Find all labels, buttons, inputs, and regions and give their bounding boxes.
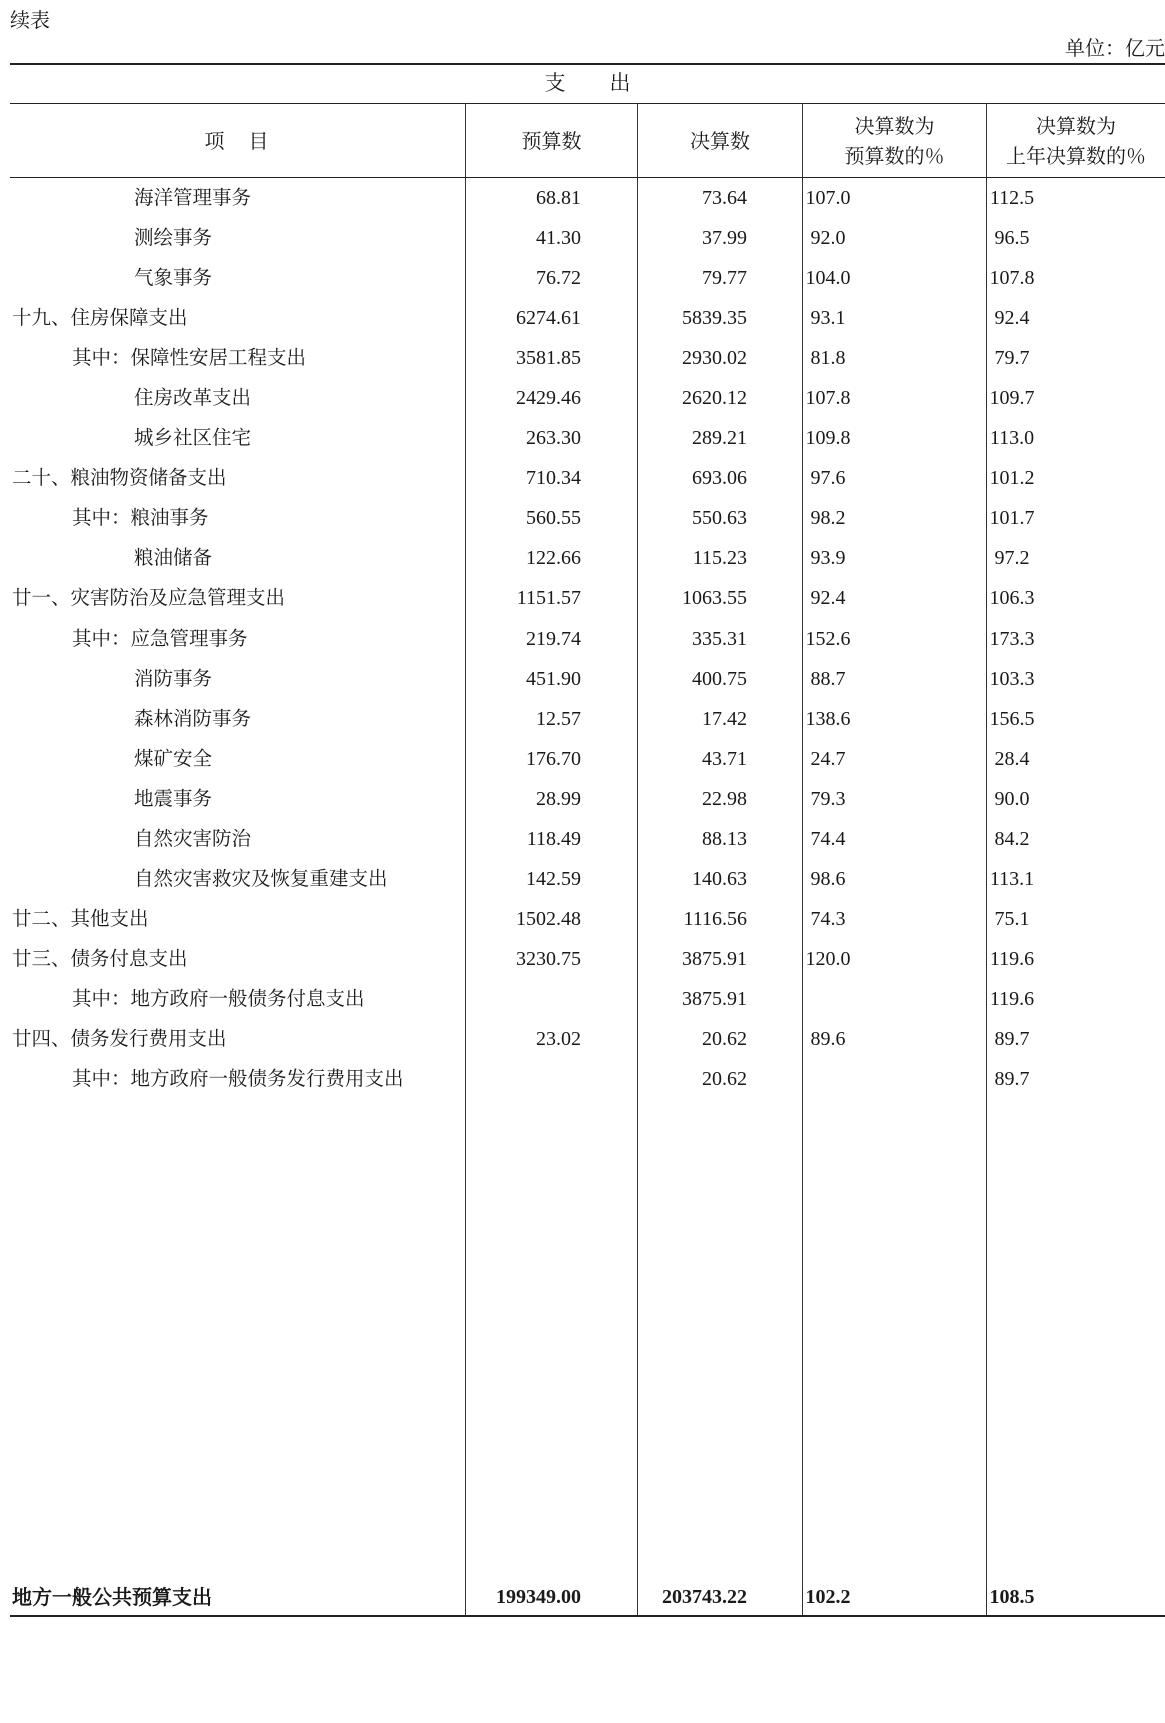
row-pct-budget: 109.8 xyxy=(805,427,851,450)
row-final: 17.42 xyxy=(702,707,747,730)
table-body xyxy=(10,178,1165,1099)
row-pct-budget: 98.2 xyxy=(810,507,846,530)
row-pct-budget: 24.7 xyxy=(810,747,846,770)
row-item: 测绘事务 xyxy=(134,226,213,250)
row-item: 海洋管理事务 xyxy=(134,186,252,209)
row-pct-prev: 106.3 xyxy=(989,587,1035,610)
row-pct-prev: 92.4 xyxy=(994,307,1030,330)
row-pct-prev: 109.7 xyxy=(989,387,1035,410)
total-budget: 199349.00 xyxy=(496,1586,581,1608)
row-budget: 76.72 xyxy=(536,267,581,290)
row-budget: 263.30 xyxy=(526,427,581,450)
total-row xyxy=(10,1578,1165,1616)
row-pct-budget: 74.4 xyxy=(810,827,846,850)
table-row xyxy=(10,178,1165,218)
row-pct-prev: 173.3 xyxy=(989,627,1035,650)
row-item: 其中：地方政府一般债务发行费用支出 xyxy=(72,1067,404,1091)
row-final: 88.13 xyxy=(702,827,747,850)
row-item: 自然灾害救灾及恢复重建支出 xyxy=(134,866,388,890)
col-head-pct-budget xyxy=(803,104,986,177)
row-pct-prev: 101.7 xyxy=(989,507,1035,530)
row-item: 廿三、债务付息支出 xyxy=(12,946,188,970)
table-row xyxy=(10,659,1165,699)
row-pct-prev: 96.5 xyxy=(994,227,1030,250)
row-item: 十九、住房保障支出 xyxy=(12,306,188,330)
row-pct-budget: 107.0 xyxy=(805,187,851,209)
row-pct-prev: 79.7 xyxy=(994,347,1030,370)
row-item: 地震事务 xyxy=(134,786,213,810)
row-pct-prev: 107.8 xyxy=(989,267,1035,290)
row-item: 其中：应急管理事务 xyxy=(72,626,248,650)
total-pct-budget: 102.2 xyxy=(805,1586,851,1608)
row-budget: 176.70 xyxy=(526,747,581,770)
row-item: 廿二、其他支出 xyxy=(12,906,149,930)
row-final: 37.99 xyxy=(702,227,747,250)
col-head-pct-prev-line1: 决算数为 xyxy=(1036,113,1116,138)
table-row xyxy=(10,538,1165,578)
table-row xyxy=(10,619,1165,659)
row-item: 煤矿安全 xyxy=(134,746,213,770)
row-pct-prev: 119.6 xyxy=(989,987,1035,1010)
row-final: 20.62 xyxy=(702,1068,747,1091)
continued-label: 续表 xyxy=(10,8,50,32)
row-item: 其中：保障性安居工程支出 xyxy=(72,346,307,370)
table-row xyxy=(10,859,1165,899)
row-pct-budget: 81.8 xyxy=(810,347,846,370)
section-title: 支出 xyxy=(544,71,675,95)
row-pct-prev: 113.1 xyxy=(989,867,1035,890)
col-head-item-label: 项 目 xyxy=(204,128,271,153)
table-row xyxy=(10,699,1165,739)
row-pct-budget: 107.8 xyxy=(805,387,851,410)
row-pct-prev: 90.0 xyxy=(994,787,1030,810)
col-head-final xyxy=(638,104,802,177)
row-pct-prev: 156.5 xyxy=(989,707,1035,730)
row-budget: 560.55 xyxy=(526,507,581,530)
row-pct-prev: 113.0 xyxy=(989,427,1035,450)
row-pct-prev: 84.2 xyxy=(994,827,1030,850)
row-budget: 12.57 xyxy=(536,707,581,730)
col-head-budget xyxy=(466,104,637,177)
row-pct-prev: 28.4 xyxy=(994,747,1030,770)
row-item: 森林消防事务 xyxy=(134,706,252,730)
table-row xyxy=(10,779,1165,819)
table-row xyxy=(10,939,1165,979)
row-budget: 28.99 xyxy=(536,787,581,810)
table-row xyxy=(10,258,1165,298)
row-final: 22.98 xyxy=(702,787,747,810)
row-final: 115.23 xyxy=(692,547,747,570)
row-budget: 6274.61 xyxy=(516,307,581,330)
row-pct-prev: 103.3 xyxy=(989,667,1035,690)
col-head-pct-prev-line2: 上年决算数的％ xyxy=(1006,143,1146,168)
row-pct-budget: 93.9 xyxy=(810,547,846,570)
row-final: 1063.55 xyxy=(682,587,747,610)
row-pct-prev: 89.7 xyxy=(994,1068,1030,1091)
row-item: 住房改革支出 xyxy=(134,386,252,410)
row-budget: 68.81 xyxy=(536,187,581,209)
row-budget: 122.66 xyxy=(526,547,581,570)
row-pct-budget: 138.6 xyxy=(805,707,851,730)
row-final: 5839.35 xyxy=(682,307,747,330)
row-pct-prev: 89.7 xyxy=(994,1027,1030,1050)
row-final: 1116.56 xyxy=(683,907,747,930)
row-item: 气象事务 xyxy=(134,266,213,290)
row-pct-budget: 93.1 xyxy=(810,307,846,330)
row-item: 其中：粮油事务 xyxy=(72,506,209,530)
row-final: 335.31 xyxy=(692,627,747,650)
row-final: 289.21 xyxy=(692,427,747,450)
table-row xyxy=(10,899,1165,939)
table-row xyxy=(10,418,1165,458)
row-budget: 3581.85 xyxy=(516,347,581,370)
row-item: 自然灾害防治 xyxy=(134,826,252,850)
row-budget: 2429.46 xyxy=(516,387,581,410)
row-pct-budget: 89.6 xyxy=(810,1027,846,1050)
col-head-pct-budget-line1: 决算数为 xyxy=(854,113,935,138)
row-final: 2620.12 xyxy=(682,387,747,410)
row-budget: 710.34 xyxy=(526,467,581,490)
row-pct-prev: 101.2 xyxy=(989,467,1035,490)
table-row xyxy=(10,298,1165,338)
row-pct-budget: 92.0 xyxy=(810,227,846,250)
row-pct-budget: 98.6 xyxy=(810,867,846,890)
table-row xyxy=(10,1019,1165,1059)
table-row xyxy=(10,739,1165,779)
row-pct-budget: 97.6 xyxy=(810,467,846,490)
row-item: 城乡社区住宅 xyxy=(134,426,252,450)
row-pct-budget: 74.3 xyxy=(810,907,846,930)
row-item: 其中：地方政府一般债务付息支出 xyxy=(72,986,365,1010)
table-row xyxy=(10,218,1165,258)
row-pct-prev: 75.1 xyxy=(994,907,1030,930)
row-final: 3875.91 xyxy=(682,987,747,1010)
total-pct-prev: 108.5 xyxy=(989,1586,1035,1608)
total-final: 203743.22 xyxy=(662,1586,747,1608)
row-pct-budget: 88.7 xyxy=(810,667,846,690)
row-budget: 1151.57 xyxy=(516,587,581,610)
table-row xyxy=(10,578,1165,618)
bottom-rule xyxy=(10,1615,1165,1617)
table-row xyxy=(10,1059,1165,1099)
row-final: 2930.02 xyxy=(682,347,747,370)
col-head-pct-budget-line2: 预算数的％ xyxy=(844,143,945,168)
row-item: 二十、粮油物资储备支出 xyxy=(12,466,227,490)
col-head-budget-label: 预算数 xyxy=(521,128,582,153)
row-budget: 451.90 xyxy=(526,667,581,690)
row-item: 廿一、灾害防治及应急管理支出 xyxy=(12,586,286,610)
row-pct-budget: 104.0 xyxy=(805,267,851,290)
row-final: 693.06 xyxy=(692,467,747,490)
row-budget: 142.59 xyxy=(526,867,581,890)
row-budget: 118.49 xyxy=(526,827,581,850)
row-pct-prev: 97.2 xyxy=(994,547,1030,570)
col-head-final-label: 决算数 xyxy=(690,128,750,153)
row-pct-prev: 112.5 xyxy=(989,187,1035,209)
row-pct-budget: 92.4 xyxy=(810,587,846,610)
table-row xyxy=(10,819,1165,859)
row-final: 73.64 xyxy=(702,187,747,209)
table-row xyxy=(10,498,1165,538)
row-pct-prev: 119.6 xyxy=(989,947,1035,970)
row-final: 140.63 xyxy=(692,867,747,890)
total-item: 地方一般公共预算支出 xyxy=(12,1585,212,1609)
row-final: 43.71 xyxy=(702,747,747,770)
row-final: 20.62 xyxy=(702,1027,747,1050)
table-row xyxy=(10,338,1165,378)
row-budget: 1502.48 xyxy=(516,907,581,930)
row-final: 79.77 xyxy=(702,267,747,290)
row-item: 消防事务 xyxy=(134,666,213,690)
row-final: 550.63 xyxy=(692,507,747,530)
row-item: 粮油储备 xyxy=(134,546,213,570)
row-pct-budget: 120.0 xyxy=(805,947,851,970)
table-row xyxy=(10,979,1165,1019)
row-budget: 3230.75 xyxy=(516,947,581,970)
row-budget: 23.02 xyxy=(536,1027,581,1050)
row-item: 廿四、债务发行费用支出 xyxy=(12,1026,227,1050)
row-final: 400.75 xyxy=(692,667,747,690)
table-row xyxy=(10,458,1165,498)
table-row xyxy=(10,378,1165,418)
row-budget: 41.30 xyxy=(536,227,581,250)
unit-label: 单位：亿元 xyxy=(1065,36,1165,60)
row-final: 3875.91 xyxy=(682,947,747,970)
row-pct-budget: 152.6 xyxy=(805,627,851,650)
col-head-item xyxy=(10,104,465,177)
col-head-pct-prev xyxy=(987,104,1165,177)
row-budget: 219.74 xyxy=(526,627,581,650)
row-pct-budget: 79.3 xyxy=(810,787,846,810)
